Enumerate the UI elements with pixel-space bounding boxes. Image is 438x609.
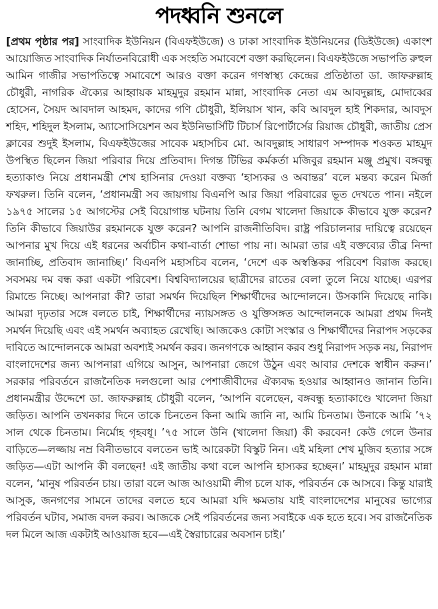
article-text: সাংবাদিক ইউনিয়ন (বিএফইউজে) ও ঢাকা সাংবাদিক ইউনিয়নের (ডিইউজে) একাংশ আয়োজিত সাংবাদিক নির্যাতনবিরোধী এক সংহতি সমাবেশে বক্তা করছিলেন। বিএফইউজে সভাপতি রুহুল আমিন গাজীর সভাপতিত্বে সমাবেশে আরও বক্তা করেন গণস্বাস্থ্য কেন্দ্রের প্রতিষ্ঠাতা ডা. জাফরুল্লাহ চৌধুরী, নাগরিক ঐক্যের আহ্বায়ক মাহমুদুর রহমান মান্না, সাংবাদিক নেতা এম আবদুল্লাহ, মোদাব্বের হোসেন, সৈয়দ আবদাল আহমদ, কাদের গণি চৌধুরী, ইলিয়াস খান, কবি আবদুল হাই শিকদার, আবদুস শহিদ, শহিদুল ইসলাম, অ্যাসোসিয়েশন অব ইউনিভার্সিটি টিচার্স রিপোর্টার্সের রিয়াজ চৌধুরী, জাতীয় প্রেস ক্লাবের শুদুই ইসলাম, বিএফইউজের সাবেক মহাসচিব মো. আবদুল্লাহ সাধারণ সম্পাদক শওকত মাহমুদ উপস্থিত ছিলেন জিয়া পরিবার দিয়ে প্রতিবাদ। দিগন্ত টিভির কর্মকর্তা মজিবুর রহমান মঞ্জু প্রমুখ। বঙ্গবন্ধু হত্যাকাণ্ড নিয়ে প্রধানমন্ত্রী শেখ হাসিনার দেওয়া বক্তব্য ‘হাস্যকর ও অবান্তর’ বলে মন্তব্য করেন মির্জা ফখরুল। তিনি বলেন, ‘প্রধানমন্ত্রী সব জায়গায় বিএনপি আর জিয়া পরিবারের ভূত দেখতে পান। নইলে ১৯৭৫ সালের ১৫ আগস্টের সেই বিয়োগান্ত ঘটনায় তিনি বেগম খালেদা জিয়াকে কীভাবে যুক্ত করেন? তিনি কীভাবে জিয়াউর রহমানকে যুক্ত করেন? আপনি রাজনীতিবিদ। রাষ্ট্র পরিচালনার দায়িত্বে রয়েছেন আপনার মুখ দিয়ে এই ধরনের অর্বাচীন কথা-বার্তা শোভা পায় না। আমরা তার এই বক্তব্যের তীব্র নিন্দা জানাচ্ছি, প্রতিবাদ জানাচ্ছি।’ বিএনপি মহাসচিব বলেন, ‘দেশে এক অস্বস্তিকর পরিবেশ বিরাজ করছে। সবসময় দম বন্ধ করা একটা পরিবেশ। বিশ্ববিদ্যালয়ের ছাত্রীদের রাতের বেলা তুলে নিয়ে যাচ্ছে। এরপর রিমান্ডে নিচ্ছে। আপনারা কী? তারা সমর্থন দিয়েছিল শিক্ষার্থীদের আন্দোলনে। উসকানি দিয়েছে নাকি। আমরা দৃঢ়তার সঙ্গে বলতে চাই, শিক্ষার্থীদের ন্যায়সঙ্গত ও যুক্তিসঙ্গত আন্দোলনকে আমরা প্রথম দিনই সমর্থন দিয়েছি এবং এই সমর্থন অব্যাহত রেখেছি। আজকেও কোটা সংস্কার ও শিক্ষার্থীদের নিরাপদ সড়কের দাবিতে আন্দোলনকে আমরা অবশ্যই সমর্থন করব। জনগণকে আহ্বান করব শুধু নিরাপদ সড়ক নয়, নিরাপদ বাংলাদেশের জন্য আপনারা এগিয়ে আসুন, আপনারা জেগে উঠুন এবং আবার দেশকে স্বাধীন করুন।’ সরকার পরিবর্তনে রাজনৈতিক দলগুলো আর পেশাজীবীদের ঐক্যবদ্ধ হওয়ার আহ্বানও জানান তিনি। প্রধানমন্ত্রীর উদ্দেশে ডা. জাফরুল্লাহ চৌধুরী বলেন, ‘আপনি বলেছেন, বঙ্গবন্ধু হত্যাকাণ্ডে খালেদা জিয়া জড়িত। আপনি তখনকার দিনে তাকে চিনতেন কিনা আমি জানি না, আমি চিনতাম। উনাকে আমি ’৭২ সাল থেকে চিনতাম। নির্মোহ গৃহবধূ। ’৭৫ সালে উনি (খালেদা জিয়া) কী করবেন! কেউ গেলে উনার বাড়িতে—লজ্জায় নম্র বিনীতভাবে বলতেন ভাই আরেকটা বিস্কুট নিন। এই মহিলা শেখ মুজিব হত্যার সঙ্গে জড়িত—এটা আপনি কী বলছেন! এই জাতীয় কথা বলে আপনি হাস্যকর হচ্ছেন।’ মাহমুদুর রহমান মান্না বলেন, ‘মানুষ পরিবর্তন চায়। তারা বলে আজ আওয়ামী লীগ চলে যাক, পরিবর্তন কে আসবে। কিন্তু যারাই আসুক, জনগণের সামনে তাদের বলতে হবে আমরা যদি ক্ষমতায় যাই বাংলাদেশের মানুষের ভাগ্যের পরিবর্তন ঘটাব, সমাজ বদল করব। আজকে সেই পরিবর্তনের জন্য সবাইকে এক হতে হবে। সব রাজনৈতিক দল মিলে আজ একটাই আওয়াজ হবে—এই স্বৈরাচারের অবসান চাই।’ [6,36,432,541]
page-reference: [প্রথম পৃষ্ঠার পর] [6,36,80,48]
article-body [6,34,432,544]
headline: পদধ্বনি শুনলে [155,4,283,29]
